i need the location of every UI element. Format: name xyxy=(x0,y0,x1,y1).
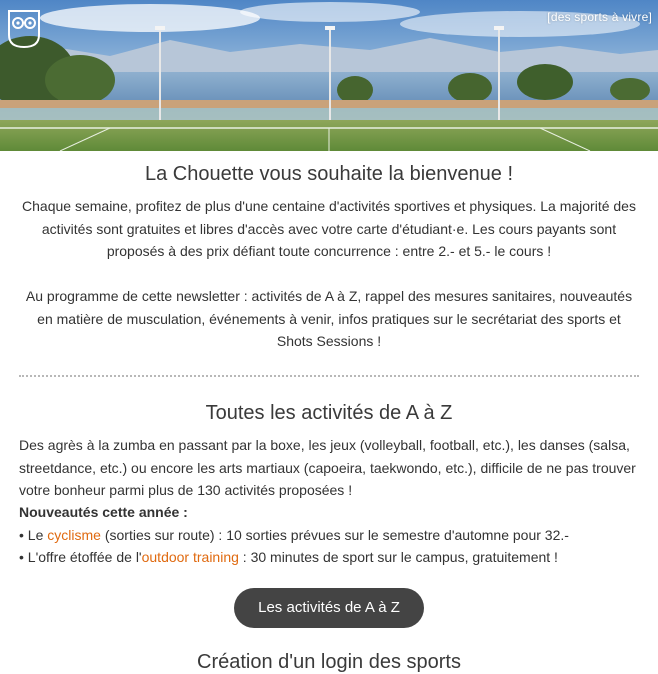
cycling-link[interactable]: cyclisme xyxy=(47,527,101,543)
new-this-year-heading: Nouveautés cette année : xyxy=(19,504,188,520)
item-text: (sorties sur route) : 10 sorties prévues sur le semestre d'automne pour 32.- xyxy=(100,527,569,543)
section-divider xyxy=(19,375,639,377)
new-item-outdoor-training xyxy=(19,546,644,569)
item-bullet-text: • L'offre étoffée de l' xyxy=(19,549,142,565)
welcome-title: La Chouette vous souhaite la bienvenue ! xyxy=(144,163,514,185)
new-item-cycling xyxy=(19,524,644,547)
activities-a-z-button[interactable]: Les activités de A à Z xyxy=(234,588,424,628)
outdoor-training-link[interactable]: outdoor training xyxy=(141,549,239,565)
item-bullet-text: • Le xyxy=(19,527,48,543)
activities-title: Toutes les activités de A à Z xyxy=(205,402,453,424)
welcome-program: Au programme de cette newsletter : activités de A à Z, rappel des mesures sanitaires, nouveautés en matière de musculation, événements à venir, infos pratiques sur le secrétariat des sports et Shots Sessions ! xyxy=(25,288,633,349)
login-section-title: Création d'un login des sports xyxy=(197,651,461,673)
activities-description: Des agrès à la zumba en passant par la boxe, les jeux (volleyball, football, etc.), les danses (salsa, streetdance, etc.) ou encore les arts martiaux (capoeira, taekwondo, etc.), difficile de ne pas trouver votre bonheur parmi plus de 130 activités proposées ! xyxy=(19,437,636,498)
item-text: : 30 minutes de sport sur le campus, gratuitement ! xyxy=(238,549,558,565)
header-banner xyxy=(0,0,658,151)
welcome-intro: Chaque semaine, profitez de plus d'une centaine d'activités sportives et physiques. La majorité des activités sont gratuites et libres d'accès avec votre carte d'étudiant·e. Les cours payants sont proposés à des prix défiant toute concurrence : entre 2.- et 5.- le cours ! xyxy=(22,198,636,259)
header-tagline: [des sports à vivre] xyxy=(547,10,652,24)
owl-logo-icon[interactable] xyxy=(7,9,41,49)
